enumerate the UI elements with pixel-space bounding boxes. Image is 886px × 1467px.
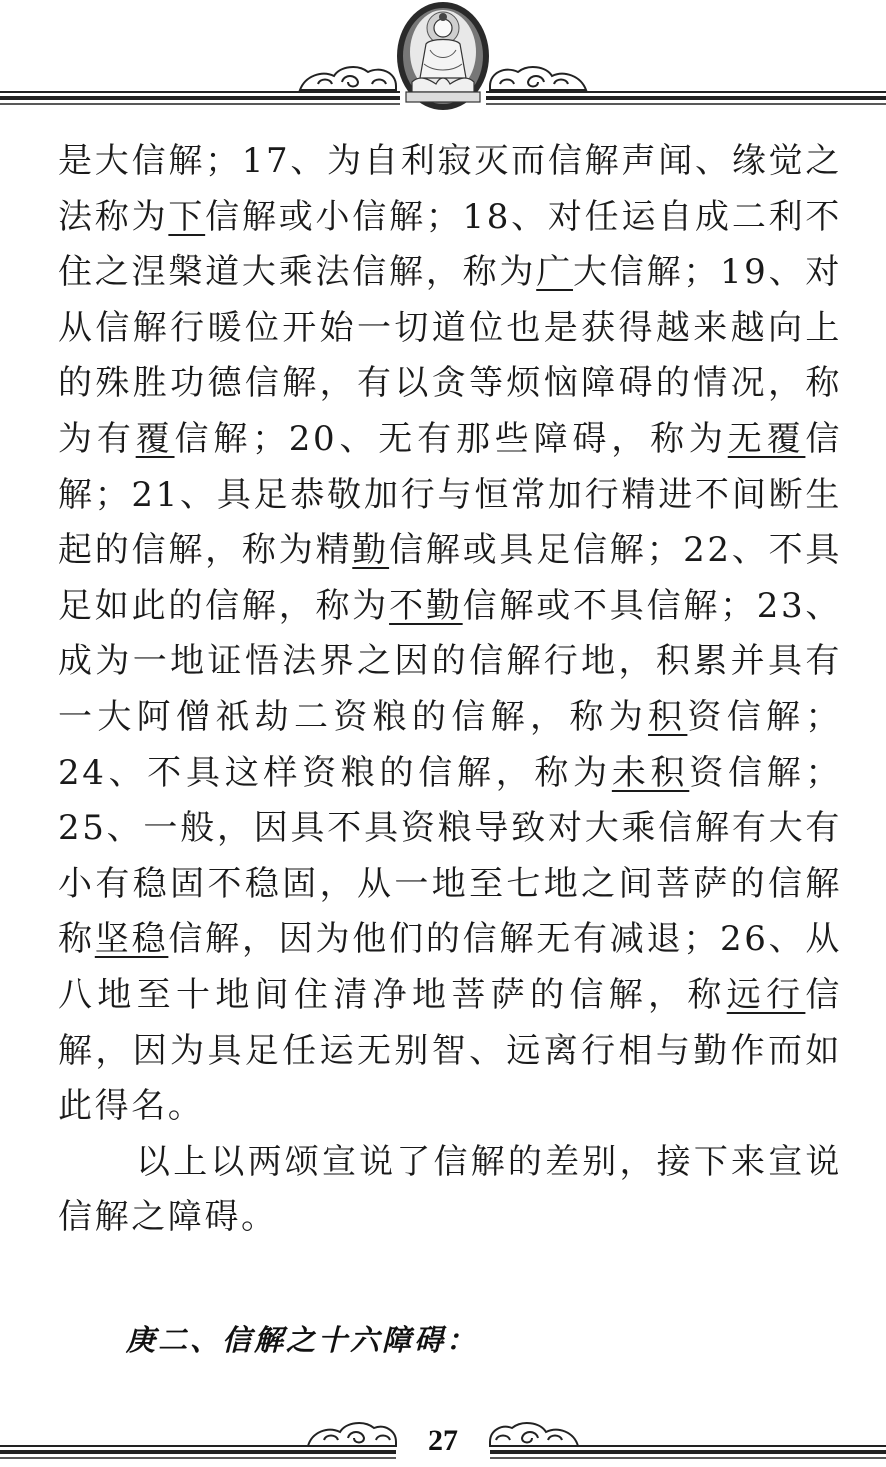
underlined-term: 广 bbox=[536, 252, 573, 293]
header-ornament bbox=[0, 0, 886, 112]
underlined-term: 积 bbox=[648, 696, 688, 737]
section-heading: 庚二、信解之十六障碍： bbox=[126, 1323, 479, 1357]
underlined-term: 不勤 bbox=[389, 585, 463, 626]
underlined-term: 坚稳 bbox=[94, 919, 169, 960]
text-segment: 信解或具足信解；22、不具足如此的信解，称为 bbox=[58, 530, 842, 626]
text-segment: 资信解；25、一般，因具不具资粮导致对大乘信解有大有小有稳固不稳固，从一地至七地之间菩萨的信解称 bbox=[58, 752, 843, 960]
text-segment: 信解；20、无有那些障碍，称为 bbox=[174, 418, 728, 459]
page-number: 27 bbox=[428, 1424, 458, 1457]
text-segment: 信解；21、具足恭敬加行与恒常加行精进不间断生起的信解，称为精 bbox=[58, 418, 843, 571]
underlined-term: 无覆 bbox=[727, 418, 806, 459]
underlined-term: 覆 bbox=[135, 418, 175, 459]
paragraph-1 bbox=[58, 134, 842, 1135]
underlined-term: 下 bbox=[168, 196, 206, 237]
underlined-term: 远行 bbox=[726, 974, 806, 1015]
underlined-term: 未积 bbox=[611, 752, 690, 793]
buddha-figure-icon bbox=[397, 2, 489, 110]
text-segment: 信解或小信解；18、对任运自成二利不住之涅槃道大乘法信解，称为 bbox=[58, 196, 842, 293]
text-segment: 信解，因为他们的信解无有减退；26、从八地至十地间住清净地菩萨的信解，称 bbox=[58, 919, 842, 1015]
text-segment: 信解，因为具足任运无别智、远离行相与勤作而如此得名。 bbox=[58, 974, 843, 1127]
text-segment: 信解或不具信解；23、成为一地证悟法界之因的信解行地，积累并具有一大阿僧祇劫二资粮的信解，称为 bbox=[58, 585, 842, 737]
paragraph-2: 以上以两颂宣说了信解的差别，接下来宣说信解之障碍。 bbox=[58, 1141, 842, 1238]
underlined-term: 勤 bbox=[352, 530, 390, 571]
text-segment: 是大信解；17、为自利寂灭而信解声闻、缘觉之法称为 bbox=[58, 141, 842, 237]
text-segment: 大信解；19、对从信解行暖位开始一切道位也是获得越来越向上的殊胜功德信解，有以贪等烦恼障碍的情况，称为有 bbox=[58, 252, 842, 459]
main-text bbox=[58, 134, 842, 1246]
text-segment: 资信解；24、不具这样资粮的信解，称为 bbox=[58, 696, 842, 793]
cloud-scroll-icon bbox=[300, 67, 396, 90]
cloud-scroll-icon bbox=[490, 67, 586, 90]
